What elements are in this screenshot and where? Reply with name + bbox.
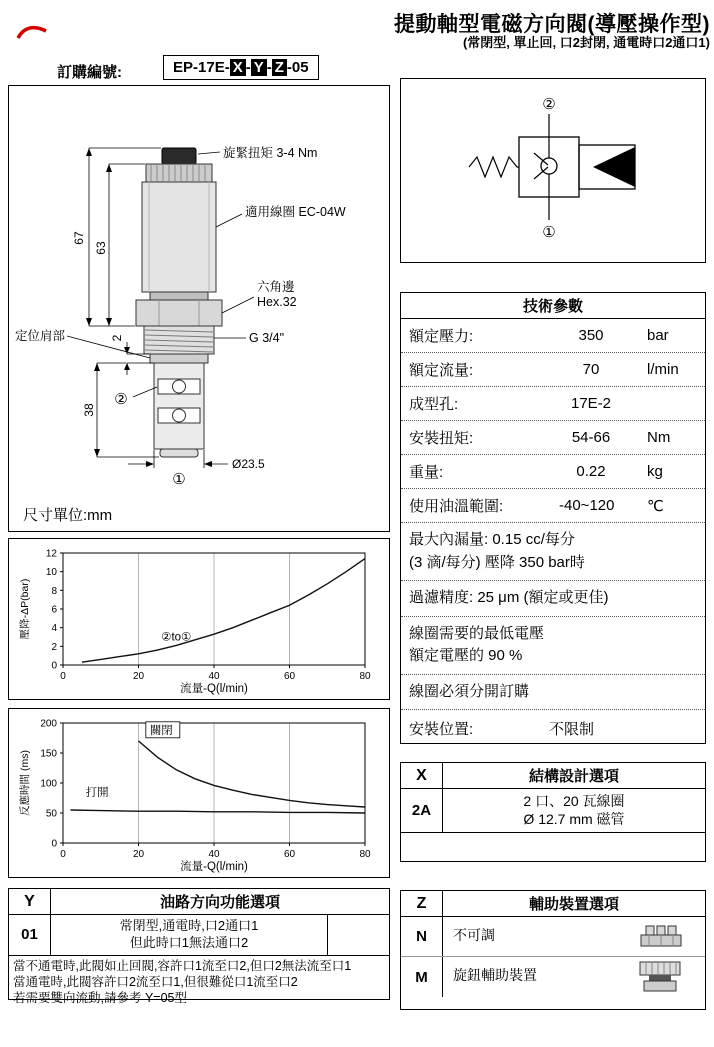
z-row-m-code: M (401, 957, 443, 997)
callout-coil-type: 適用線圈 EC-04W (245, 205, 346, 219)
voltage-line2: 額定電壓的 90 % (409, 647, 523, 664)
tech-row-install-torque (401, 421, 705, 455)
svg-text:20: 20 (132, 671, 145, 682)
order-code-sep2: - (266, 59, 272, 76)
tech-label: 成型孔: (409, 396, 459, 413)
y-table-title: 油路方向功能選項 (159, 894, 280, 911)
hydraulic-symbol-drawing (401, 79, 705, 262)
z-row-n-code: N (401, 917, 443, 956)
y-table-code: Y (9, 889, 51, 914)
tech-value: 17E-2 (570, 395, 612, 412)
filtration-line: 過濾精度: 25 μm (額定或更佳) (409, 589, 609, 606)
coil-order-note: 線圈必須分開訂購 (409, 682, 530, 700)
tech-row-weight (401, 455, 705, 489)
order-code-z: Z (272, 59, 287, 76)
leakage-line2: (3 滴/每分) 壓降 350 bar時 (409, 553, 585, 571)
svg-text:流量-Q(l/min): 流量-Q(l/min) (180, 683, 248, 695)
valve-top-nut (162, 148, 196, 164)
technical-parameters-table (400, 292, 706, 744)
y-row-description (51, 915, 327, 955)
pressure-drop-chart (17, 543, 381, 700)
pressure-drop-chart-panel (8, 538, 390, 700)
tech-row-rated-pressure (401, 319, 705, 353)
order-code-prefix: EP-17E- (173, 59, 230, 76)
svg-text:反應時間 (ms): 反應時間 (ms) (19, 750, 31, 816)
order-code-suffix: -05 (286, 59, 309, 76)
callout-hex-size: Hex.32 (257, 295, 297, 309)
symbol-port-1: ① (542, 224, 556, 241)
tech-value: 70 (582, 361, 600, 378)
tech-block-coil-order-note (401, 675, 705, 711)
tech-label: 額定壓力: (409, 328, 474, 345)
z-option-table (400, 890, 706, 1010)
tech-label: 安裝扭矩: (409, 430, 474, 447)
tech-row-cavity (401, 387, 705, 421)
port-2-marker: ② (114, 391, 128, 408)
z-row-m-label: 旋鈕輔助裝置 (453, 967, 537, 983)
symbol-spring (469, 157, 519, 177)
tech-row-rated-flow (401, 353, 705, 387)
tech-block-min-voltage (401, 617, 705, 675)
tech-table-title: 技術參數 (401, 293, 705, 319)
page-title: 提動軸型電磁方向閥(導壓操作型) (394, 13, 710, 36)
y-row-code: 01 (9, 915, 51, 955)
callout-thread-size: G 3/4" (249, 331, 285, 345)
valve-cartridge-body (154, 363, 204, 449)
callout-hex-flats: 六角邊 (257, 280, 295, 294)
tech-unit: kg (647, 463, 663, 480)
hydraulic-symbol-panel (400, 78, 706, 263)
tech-label: 重量: (409, 464, 444, 481)
tech-label: 額定流量: (409, 362, 474, 379)
port-1-marker: ① (172, 471, 186, 488)
tech-block-filtration (401, 581, 705, 617)
y-note-2: 當通電時,此閥容許口2流至口1,但很難從口1流至口2 (13, 974, 298, 989)
svg-text:40: 40 (208, 671, 220, 682)
tech-unit: Nm (647, 429, 671, 446)
y-row-empty-cell (327, 915, 389, 955)
svg-text:②to①: ②to① (161, 631, 192, 644)
order-code-x: X (230, 59, 246, 76)
y-note-3: 若需要雙向流動,請參考 Y=05型 (13, 990, 187, 1005)
tech-label: 使用油溫範圍: (409, 498, 504, 515)
valve-drawing-panel (8, 85, 390, 532)
page-subtitle: (常閉型, 單止回, 口2封閉, 通電時口2通口1) (462, 35, 710, 50)
y-row-line1: 常閉型,通電時,口2通口1 (119, 918, 259, 933)
z-row-n-label: 不可調 (453, 927, 495, 943)
svg-text:12: 12 (45, 548, 57, 560)
dimension-2: 2 (110, 334, 124, 342)
svg-text:50: 50 (45, 808, 57, 820)
svg-text:打開: 打開 (85, 787, 109, 800)
svg-text:8: 8 (51, 585, 57, 597)
y-note-1: 當不通電時,此閥如止回閥,容許口1流至口2,但口2無法流至口1 (13, 958, 352, 973)
tech-value: 0.22 (576, 463, 606, 480)
x-row-code: 2A (401, 789, 443, 832)
callout-locating-shoulder: 定位肩部 (15, 329, 66, 343)
svg-text:40: 40 (208, 849, 220, 860)
svg-text:80: 80 (359, 671, 371, 682)
order-code-box (163, 55, 319, 80)
tech-label: 安裝位置: (409, 720, 474, 738)
tech-row-oil-temp (401, 489, 705, 523)
z-table-title: 輔助裝置選項 (528, 896, 619, 913)
svg-text:流量-Q(l/min): 流量-Q(l/min) (180, 861, 248, 873)
tech-value: 350 (578, 327, 604, 344)
y-row-line2: 但此時口1無法通口2 (129, 934, 249, 950)
valve-coil-body (142, 182, 216, 292)
dimension-diameter: Ø23.5 (232, 457, 265, 471)
z-table-code: Z (401, 891, 443, 916)
tech-value: 不限制 (549, 720, 595, 738)
tech-value: -40~120 (559, 497, 615, 514)
tech-block-max-leakage (401, 523, 705, 581)
order-number-label: 訂購編號: (57, 64, 122, 81)
leakage-line1: 最大內漏量: 0.15 cc/每分 (409, 531, 575, 548)
voltage-line1: 線圈需要的最低電壓 (409, 624, 545, 642)
valve-cross-section-drawing (9, 86, 389, 526)
z-option-row-n (401, 917, 705, 957)
x-row-description (443, 789, 705, 832)
tech-unit: l/min (647, 361, 679, 378)
symbol-solenoid-arrow (593, 147, 635, 187)
svg-text:100: 100 (40, 778, 57, 790)
dimension-unit-note: 尺寸單位:mm (23, 507, 113, 524)
y-option-table (8, 888, 390, 1005)
dimension-63: 63 (94, 241, 108, 255)
svg-text:150: 150 (40, 748, 57, 760)
valve-hex-nut (136, 300, 222, 326)
response-time-chart (17, 713, 381, 878)
svg-text:20: 20 (132, 849, 145, 860)
x-table-empty-row (401, 833, 705, 861)
svg-text:6: 6 (51, 604, 57, 616)
svg-text:4: 4 (51, 623, 57, 635)
svg-text:2: 2 (51, 641, 57, 653)
callout-tightening-torque: 旋緊扭矩 3-4 Nm (223, 146, 318, 160)
response-time-chart-panel (8, 708, 390, 878)
y-option-row-01 (9, 915, 389, 956)
tech-row-mounting (401, 710, 705, 746)
svg-text:80: 80 (359, 849, 371, 860)
svg-text:0: 0 (51, 838, 57, 850)
y-table-notes (9, 956, 389, 1008)
x-table-code: X (401, 763, 443, 788)
svg-text:10: 10 (45, 567, 57, 579)
x-table-title: 結構設計選項 (528, 768, 619, 785)
x-row-line2: Ø 12.7 mm 磁管 (523, 811, 625, 828)
svg-text:0: 0 (51, 660, 57, 672)
x-row-line1: 2 口、20 瓦線圈 (523, 793, 625, 809)
valve-shoulder (150, 354, 208, 363)
dimension-67: 67 (72, 231, 86, 245)
svg-text:關閉: 關閉 (149, 724, 173, 737)
tech-unit: bar (647, 327, 669, 344)
svg-text:200: 200 (40, 718, 57, 730)
svg-text:60: 60 (283, 671, 296, 682)
order-code-sep1: - (245, 59, 251, 76)
adjustment-nut-icon (615, 917, 705, 956)
svg-text:60: 60 (283, 849, 296, 860)
knob-icon (615, 957, 705, 997)
svg-text:壓降-ΔP(bar): 壓降-ΔP(bar) (19, 578, 31, 640)
x-option-table (400, 762, 706, 862)
z-option-row-m (401, 957, 705, 997)
svg-text:0: 0 (60, 671, 66, 682)
svg-text:0: 0 (60, 849, 66, 860)
dimension-38: 38 (82, 403, 96, 417)
red-pen-mark (16, 22, 50, 49)
symbol-port-2: ② (542, 96, 556, 113)
tech-unit: ℃ (647, 497, 664, 515)
order-code-y: Y (251, 59, 267, 76)
x-option-row-2a (401, 789, 705, 833)
tech-value: 54-66 (571, 429, 611, 446)
